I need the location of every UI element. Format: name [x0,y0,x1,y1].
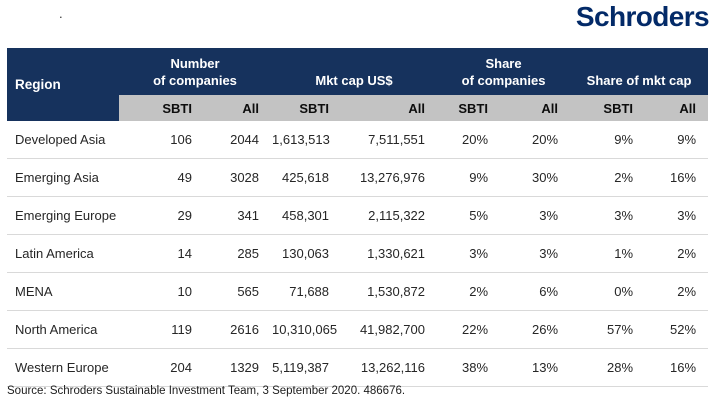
value-cell: 16% [645,159,708,197]
value-cell: 1% [570,235,645,273]
value-cell: 6% [500,273,570,311]
table-row [7,273,708,311]
group-header-number-of-companies [119,48,271,95]
value-cell: 38% [437,349,500,387]
region-cell: Emerging Europe [7,197,119,235]
value-cell: 13,276,976 [341,159,437,197]
value-cell: 13% [500,349,570,387]
value-cell: 565 [204,273,271,311]
subheader-cell: All [645,95,708,121]
value-cell: 3% [570,197,645,235]
subheader-cell: SBTI [271,95,341,121]
regions-table [7,48,708,387]
value-cell: 204 [119,349,204,387]
value-cell: 458,301 [271,197,341,235]
value-cell: 3% [500,197,570,235]
value-cell: 341 [204,197,271,235]
subheader-cell: SBTI [570,95,645,121]
value-cell: 20% [437,121,500,159]
value-cell: 1329 [204,349,271,387]
value-cell: 52% [645,311,708,349]
group-header-mkt-cap [271,48,437,95]
value-cell: 3% [500,235,570,273]
value-cell: 2% [645,235,708,273]
group-label-line: of companies [153,73,237,89]
value-cell: 20% [500,121,570,159]
value-cell: 2% [645,273,708,311]
value-cell: 119 [119,311,204,349]
subheader-cell: All [341,95,437,121]
source-note: Source: Schroders Sustainable Investment Team, 3 September 2020. 486676. [7,385,406,397]
subheader-cell: SBTI [119,95,204,121]
group-header-row [7,48,708,95]
value-cell: 2% [437,273,500,311]
value-cell: 22% [437,311,500,349]
value-cell: 28% [570,349,645,387]
region-column-header: Region [7,48,119,121]
value-cell: 285 [204,235,271,273]
group-label-line: Mkt cap US$ [315,73,393,89]
schroders-logo: Schroders [575,1,709,32]
region-cell: Emerging Asia [7,159,119,197]
value-cell: 5% [437,197,500,235]
value-cell: 7,511,551 [341,121,437,159]
value-cell: 130,063 [271,235,341,273]
value-cell: 3028 [204,159,271,197]
table-row [7,311,708,349]
value-cell: 2616 [204,311,271,349]
table-row [7,235,708,273]
value-cell: 9% [437,159,500,197]
group-label-line: Share [485,56,522,72]
value-cell: 425,618 [271,159,341,197]
region-cell: North America [7,311,119,349]
table-row [7,349,708,387]
value-cell: 41,982,700 [341,311,437,349]
group-header-share-of-mkt-cap [570,48,708,95]
value-cell: 57% [570,311,645,349]
value-cell: 10,310,065 [271,311,341,349]
group-label-line: of companies [461,73,546,89]
value-cell: 71,688 [271,273,341,311]
value-cell: 30% [500,159,570,197]
subheader-cell: SBTI [437,95,500,121]
value-cell: 16% [645,349,708,387]
value-cell: 2,115,322 [341,197,437,235]
group-label-line: Share of mkt cap [586,73,692,89]
stray-mark: . [59,6,63,21]
value-cell: 0% [570,273,645,311]
value-cell: 1,330,621 [341,235,437,273]
table-row [7,197,708,235]
region-cell: Western Europe [7,349,119,387]
table-row [7,121,708,159]
value-cell: 2044 [204,121,271,159]
value-cell: 2% [570,159,645,197]
value-cell: 26% [500,311,570,349]
region-cell: MENA [7,273,119,311]
subheader-cell: All [500,95,570,121]
group-label-line: Number [170,56,220,72]
value-cell: 14 [119,235,204,273]
value-cell: 9% [645,121,708,159]
value-cell: 13,262,116 [341,349,437,387]
value-cell: 3% [437,235,500,273]
value-cell: 29 [119,197,204,235]
value-cell: 1,613,513 [271,121,341,159]
value-cell: 10 [119,273,204,311]
value-cell: 3% [645,197,708,235]
value-cell: 1,530,872 [341,273,437,311]
group-header-share-of-companies [437,48,570,95]
value-cell: 5,119,387 [271,349,341,387]
value-cell: 9% [570,121,645,159]
table-row [7,159,708,197]
region-cell: Latin America [7,235,119,273]
subheader-cell: All [204,95,271,121]
table-body [7,121,708,387]
value-cell: 106 [119,121,204,159]
value-cell: 49 [119,159,204,197]
region-cell: Developed Asia [7,121,119,159]
